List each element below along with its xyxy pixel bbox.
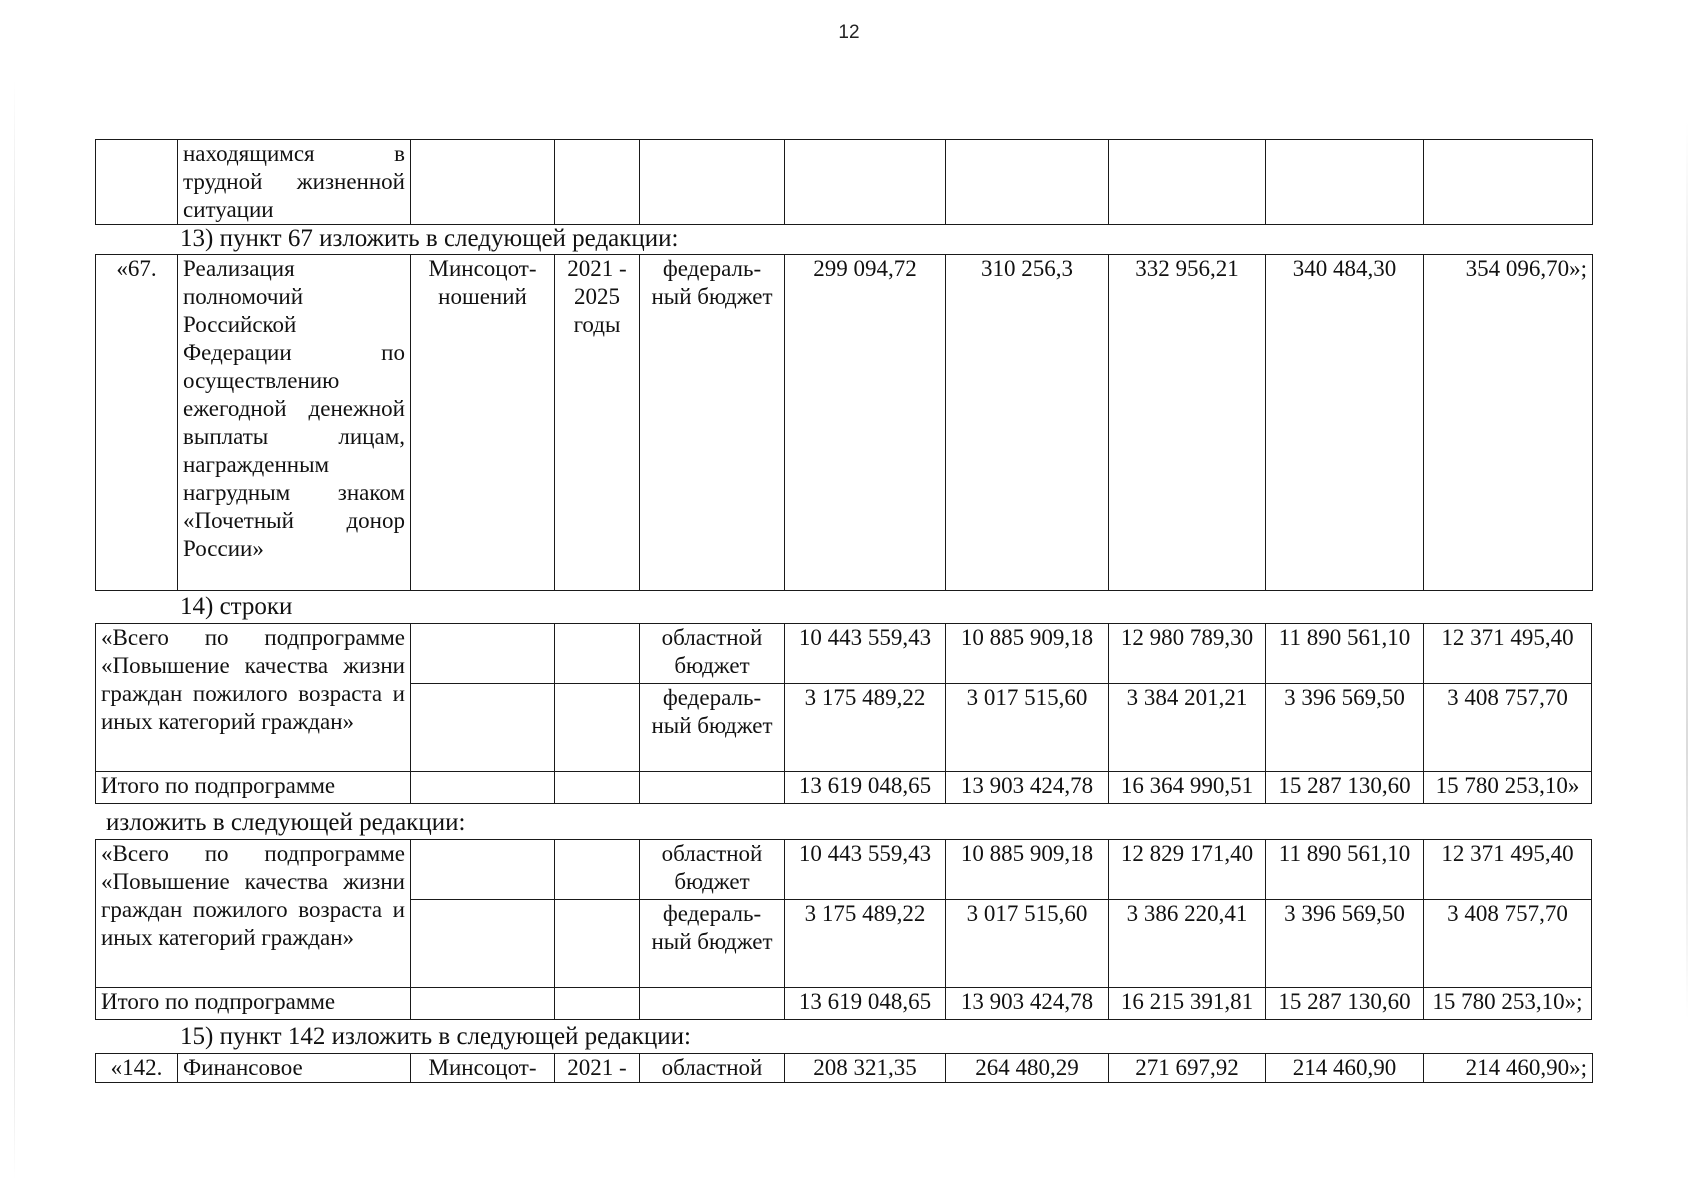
table-item-142 bbox=[95, 1053, 1593, 1083]
value-cell bbox=[1109, 140, 1266, 225]
total-value: 15 287 130,60 bbox=[1266, 772, 1424, 804]
total-value: 16 364 990,51 bbox=[1109, 772, 1266, 804]
years-cell bbox=[555, 772, 640, 804]
value-cell: 3 017 515,60 bbox=[946, 684, 1109, 772]
table-row bbox=[96, 255, 1593, 591]
table-row bbox=[96, 624, 1592, 684]
table-row bbox=[96, 840, 1592, 900]
funding-source: областной бюджет bbox=[640, 840, 785, 900]
value-cell: 10 885 909,18 bbox=[946, 624, 1109, 684]
measure-name: Реализация полномочий Российской Федерации по осуществлению ежегодной денежной выплаты лицам, награжденным нагрудным знаком «Почетный донор России» bbox=[178, 255, 411, 591]
total-value: 15 780 253,10» bbox=[1424, 772, 1592, 804]
scan-edge bbox=[14, 80, 15, 1180]
value-cell: 214 460,90 bbox=[1266, 1054, 1424, 1083]
table-row bbox=[96, 1054, 1593, 1083]
funding-source: федераль-ный бюджет bbox=[640, 255, 785, 591]
total-value: 16 215 391,81 bbox=[1109, 988, 1266, 1020]
total-value: 13 619 048,65 bbox=[785, 772, 946, 804]
funding-source bbox=[640, 772, 785, 804]
value-cell: 3 408 757,70 bbox=[1424, 684, 1592, 772]
value-cell: 11 890 561,10 bbox=[1266, 624, 1424, 684]
table-continuation bbox=[95, 139, 1593, 225]
value-cell: 11 890 561,10 bbox=[1266, 840, 1424, 900]
item-number: «142. bbox=[96, 1054, 178, 1083]
executor-cell bbox=[411, 140, 555, 225]
value-cell bbox=[1266, 140, 1424, 225]
years: 2021 - 2025 годы bbox=[555, 255, 640, 591]
value-cell: 3 175 489,22 bbox=[785, 684, 946, 772]
executor-cell bbox=[411, 772, 555, 804]
value-cell: 3 017 515,60 bbox=[946, 900, 1109, 988]
measure-name: Финансовое bbox=[178, 1054, 411, 1083]
total-value: 13 619 048,65 bbox=[785, 988, 946, 1020]
value-cell: 3 396 569,50 bbox=[1266, 684, 1424, 772]
table-row bbox=[96, 988, 1592, 1020]
total-value: 13 903 424,78 bbox=[946, 772, 1109, 804]
value-cell: 271 697,92 bbox=[1109, 1054, 1266, 1083]
value-cell: 12 829 171,40 bbox=[1109, 840, 1266, 900]
instruction-15: 15) пункт 142 изложить в следующей редакции: bbox=[180, 1023, 691, 1050]
table-item-67 bbox=[95, 254, 1593, 591]
executor-cell bbox=[411, 988, 555, 1020]
page-number: 12 bbox=[838, 22, 860, 43]
executor-cell bbox=[411, 684, 555, 772]
value-cell: 12 980 789,30 bbox=[1109, 624, 1266, 684]
measure-name: находящимся в трудной жизненной ситуации bbox=[178, 140, 411, 225]
total-label: Итого по подпрограмме bbox=[96, 772, 411, 804]
funding-source: областной bbox=[640, 1054, 785, 1083]
total-label: Итого по подпрограмме bbox=[96, 988, 411, 1020]
value-cell: 214 460,90»; bbox=[1424, 1054, 1593, 1083]
value-cell bbox=[1424, 140, 1593, 225]
total-value: 15 287 130,60 bbox=[1266, 988, 1424, 1020]
value-cell: 10 443 559,43 bbox=[785, 840, 946, 900]
total-value: 15 780 253,10»; bbox=[1424, 988, 1592, 1020]
value-cell: 3 386 220,41 bbox=[1109, 900, 1266, 988]
value-cell bbox=[785, 140, 946, 225]
instruction-14: 14) строки bbox=[180, 593, 293, 620]
value-cell: 208 321,35 bbox=[785, 1054, 946, 1083]
value-cell: 3 384 201,21 bbox=[1109, 684, 1266, 772]
years-cell bbox=[555, 140, 640, 225]
instruction-new-edition: изложить в следующей редакции: bbox=[106, 809, 466, 836]
instruction-13: 13) пункт 67 изложить в следующей редакции: bbox=[180, 225, 679, 252]
value-cell: 310 256,3 bbox=[946, 255, 1109, 591]
funding-source: федераль-ный бюджет bbox=[640, 900, 785, 988]
source-cell bbox=[640, 140, 785, 225]
scan-edge bbox=[1686, 120, 1688, 1020]
executor-cell bbox=[411, 900, 555, 988]
table-row bbox=[96, 772, 1592, 804]
years-cell bbox=[555, 624, 640, 684]
table-old-rows bbox=[95, 623, 1592, 804]
funding-source: федераль-ный бюджет bbox=[640, 684, 785, 772]
subprogram-label: «Всего по подпрограмме «Повышение качества жизни граждан пожилого возраста и иных категорий граждан» bbox=[96, 840, 411, 988]
years-cell bbox=[555, 840, 640, 900]
value-cell: 12 371 495,40 bbox=[1424, 840, 1592, 900]
executor: Минсоцот-ношений bbox=[411, 255, 555, 591]
value-cell: 332 956,21 bbox=[1109, 255, 1266, 591]
value-cell bbox=[946, 140, 1109, 225]
executor: Минсоцот- bbox=[411, 1054, 555, 1083]
years-cell bbox=[555, 900, 640, 988]
funding-source bbox=[640, 988, 785, 1020]
value-cell: 3 408 757,70 bbox=[1424, 900, 1592, 988]
years-cell bbox=[555, 988, 640, 1020]
value-cell: 264 480,29 bbox=[946, 1054, 1109, 1083]
num-cell bbox=[96, 140, 178, 225]
total-value: 13 903 424,78 bbox=[946, 988, 1109, 1020]
years: 2021 - bbox=[555, 1054, 640, 1083]
value-cell: 299 094,72 bbox=[785, 255, 946, 591]
value-cell: 12 371 495,40 bbox=[1424, 624, 1592, 684]
years-cell bbox=[555, 684, 640, 772]
value-cell: 10 443 559,43 bbox=[785, 624, 946, 684]
value-cell: 3 175 489,22 bbox=[785, 900, 946, 988]
value-cell: 10 885 909,18 bbox=[946, 840, 1109, 900]
executor-cell bbox=[411, 840, 555, 900]
table-row bbox=[96, 140, 1593, 225]
funding-source: областной бюджет bbox=[640, 624, 785, 684]
value-cell: 354 096,70»; bbox=[1424, 255, 1593, 591]
subprogram-label: «Всего по подпрограмме «Повышение качества жизни граждан пожилого возраста и иных категорий граждан» bbox=[96, 624, 411, 772]
executor-cell bbox=[411, 624, 555, 684]
item-number: «67. bbox=[96, 255, 178, 591]
value-cell: 340 484,30 bbox=[1266, 255, 1424, 591]
value-cell: 3 396 569,50 bbox=[1266, 900, 1424, 988]
table-new-rows bbox=[95, 839, 1592, 1020]
